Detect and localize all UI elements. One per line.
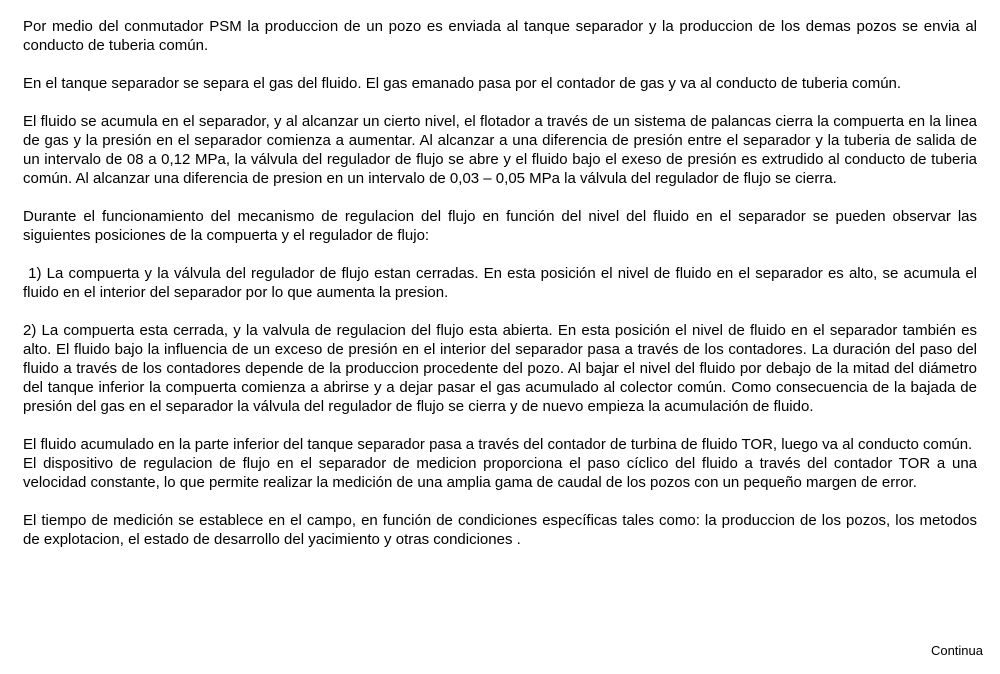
paragraph-fluid-accumulation: El fluido se acumula en el separador, y al alcanzar un cierto nivel, el flotador a través de un sistema de palancas cierra la compuerta en la linea de gas y la presión en el separador comienza a aumentar. Al alcanzar a una diferencia de presión entre el separador y la tuberia de salida de un intervalo de 08 a 0,12 MPa, la válvula del regulador de flujo se abre y el fluido bajo el exeso de presión es extrudido al conducto de tuberia común. Al alcanzar una diferencia de presion en un intervalo de 0,03 – 0,05 MPa la válvula del regulador de flujo se cierra. [23,113,977,187]
document-body [23,17,982,549]
paragraph-position-1: 1) La compuerta y la válvula del regulador de flujo estan cerradas. En esta posición el nivel de fluido en el separador es alto, se acumula el fluido en el interior del separador por lo que aumenta la presion. [23,265,982,301]
continue-link[interactable]: Continua [930,643,983,658]
paragraph-position-2: 2) La compuerta esta cerrada, y la valvula de regulacion del flujo esta abierta. En esta posición el nivel de fluido en el separador también es alto. El fluido bajo la influencia de un exceso de presión en el interior del separador pasa a través de los contadores. La duración del paso del fluido a través de los contadores depende de la produccion procedente del pozo. Al bajar el nivel del fluido por debajo de la mitad del diámetro del tanque inferior la compuerta comienza a abrirse y a dejar pasar el gas acumulado al colector común. Como consecuencia de la bajada de presión del gas en el separador la válvula del regulador de flujo se cierra y de nuevo empieza la acumulación de fluido. [23,322,977,415]
paragraph-tor-counter: El fluido acumulado en la parte inferior del tanque separador pasa a través del contador de turbina de fluido TOR, luego va al conducto común. [23,436,973,453]
paragraph-flow-regulation-device: El dispositivo de regulacion de flujo en el separador de medicion proporciona el paso cíclico del fluido a través del contador TOR a una velocidad constante, lo que permite realizar la medición de una amplia gama de caudal de los pozos con un pequeño margen de error. [23,455,977,491]
paragraph-gas-separation: En el tanque separador se separa el gas del fluido. El gas emanado pasa por el contador de gas y va al conducto de tuberia común. [23,75,902,92]
paragraph-psm-switch: Por medio del conmutador PSM la produccion de un pozo es enviada al tanque separador y la produccion de los demas pozos se envia al conducto de tuberia común. [23,18,977,54]
paragraph-measurement-time: El tiempo de medición se establece en el campo, en función de condiciones específicas tales como: la produccion de los pozos, los metodos de explotacion, el estado de desarrollo del yacimiento y otras condiciones . [23,512,977,548]
paragraph-regulation-intro: Durante el funcionamiento del mecanismo de regulacion del flujo en función del nivel del fluido en el separador se pueden observar las siguientes posiciones de la compuerta y el regulador de flujo: [23,208,977,244]
